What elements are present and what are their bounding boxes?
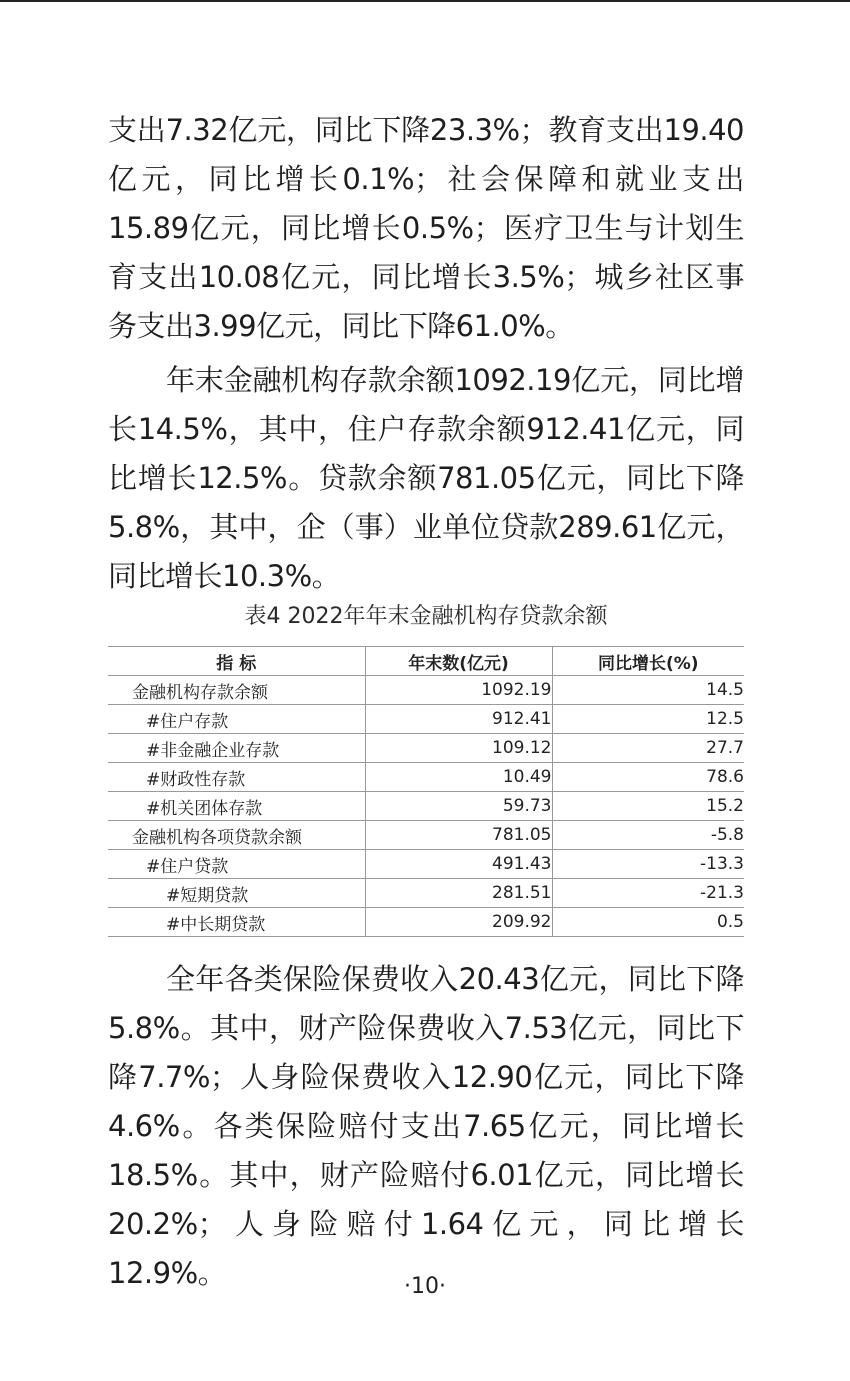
table-row [108,734,744,763]
table-row [108,763,744,792]
row-indicator: #住户贷款 [108,850,365,879]
row-growth: 15.2 [552,792,744,821]
row-value: 209.92 [365,908,552,937]
row-value: 1092.19 [365,676,552,705]
row-growth: -21.3 [552,879,744,908]
paragraph-text: 支出7.32亿元，同比下降23.3%；教育支出19.40亿元，同比增长0.1%；社会保障和就业支出15.89亿元，同比增长0.5%；医疗卫生与计划生育支出10.08亿元，同比增长3.5%；城乡社区事务支出3.99亿元，同比下降61.0%。 [108,113,744,343]
row-indicator: #中长期贷款 [108,908,365,937]
row-value: 781.05 [365,821,552,850]
row-value: 491.43 [365,850,552,879]
table-row [108,908,744,937]
top-border-rule [0,0,850,2]
row-value: 109.12 [365,734,552,763]
paragraph-text: 全年各类保险保费收入20.43亿元，同比下降5.8%。其中，财产险保费收入7.53亿元，同比下降7.7%；人身险保费收入12.90亿元，同比下降4.6%。各类保险赔付支出7.65亿元，同比增长18.5%。其中，财产险赔付6.01亿元，同比增长20.2%；人身险赔付1.64亿元，同比增长12.9%。 [108,962,744,1290]
table-row [108,879,744,908]
table-row [108,850,744,879]
paragraph-fiscal-expenditure [108,106,744,351]
paragraph-deposits-loans [108,356,744,601]
table-header-row [108,647,744,676]
row-growth: 0.5 [552,908,744,937]
header-yoy-growth: 同比增长(%) [552,647,744,676]
row-value: 281.51 [365,879,552,908]
paragraph-text: 年末金融机构存款余额1092.19亿元，同比增长14.5%，其中，住户存款余额912.41亿元，同比增长12.5%。贷款余额781.05亿元，同比下降5.8%，其中，企（事）业单位贷款289.61亿元，同比增长10.3%。 [108,363,744,593]
row-growth: -13.3 [552,850,744,879]
row-value: 10.49 [365,763,552,792]
row-indicator: #财政性存款 [108,763,365,792]
row-indicator: 金融机构各项贷款余额 [108,821,365,850]
row-growth: 12.5 [552,705,744,734]
row-growth: 27.7 [552,734,744,763]
page-number: ·10· [404,1274,446,1299]
row-indicator: 金融机构存款余额 [108,676,365,705]
header-year-end-value: 年末数(亿元) [365,647,552,676]
row-growth: 14.5 [552,676,744,705]
row-indicator: #机关团体存款 [108,792,365,821]
row-indicator: #短期贷款 [108,879,365,908]
table-title: 表4 2022年年末金融机构存贷款余额 [244,604,608,629]
table-row [108,676,744,705]
row-growth: -5.8 [552,821,744,850]
row-growth: 78.6 [552,763,744,792]
row-value: 912.41 [365,705,552,734]
deposit-loan-table [108,646,744,937]
table-row [108,792,744,821]
paragraph-insurance [108,955,744,1298]
row-value: 59.73 [365,792,552,821]
table-row [108,705,744,734]
header-indicator: 指 标 [108,647,365,676]
row-indicator: #住户存款 [108,705,365,734]
row-indicator: #非金融企业存款 [108,734,365,763]
table-row [108,821,744,850]
